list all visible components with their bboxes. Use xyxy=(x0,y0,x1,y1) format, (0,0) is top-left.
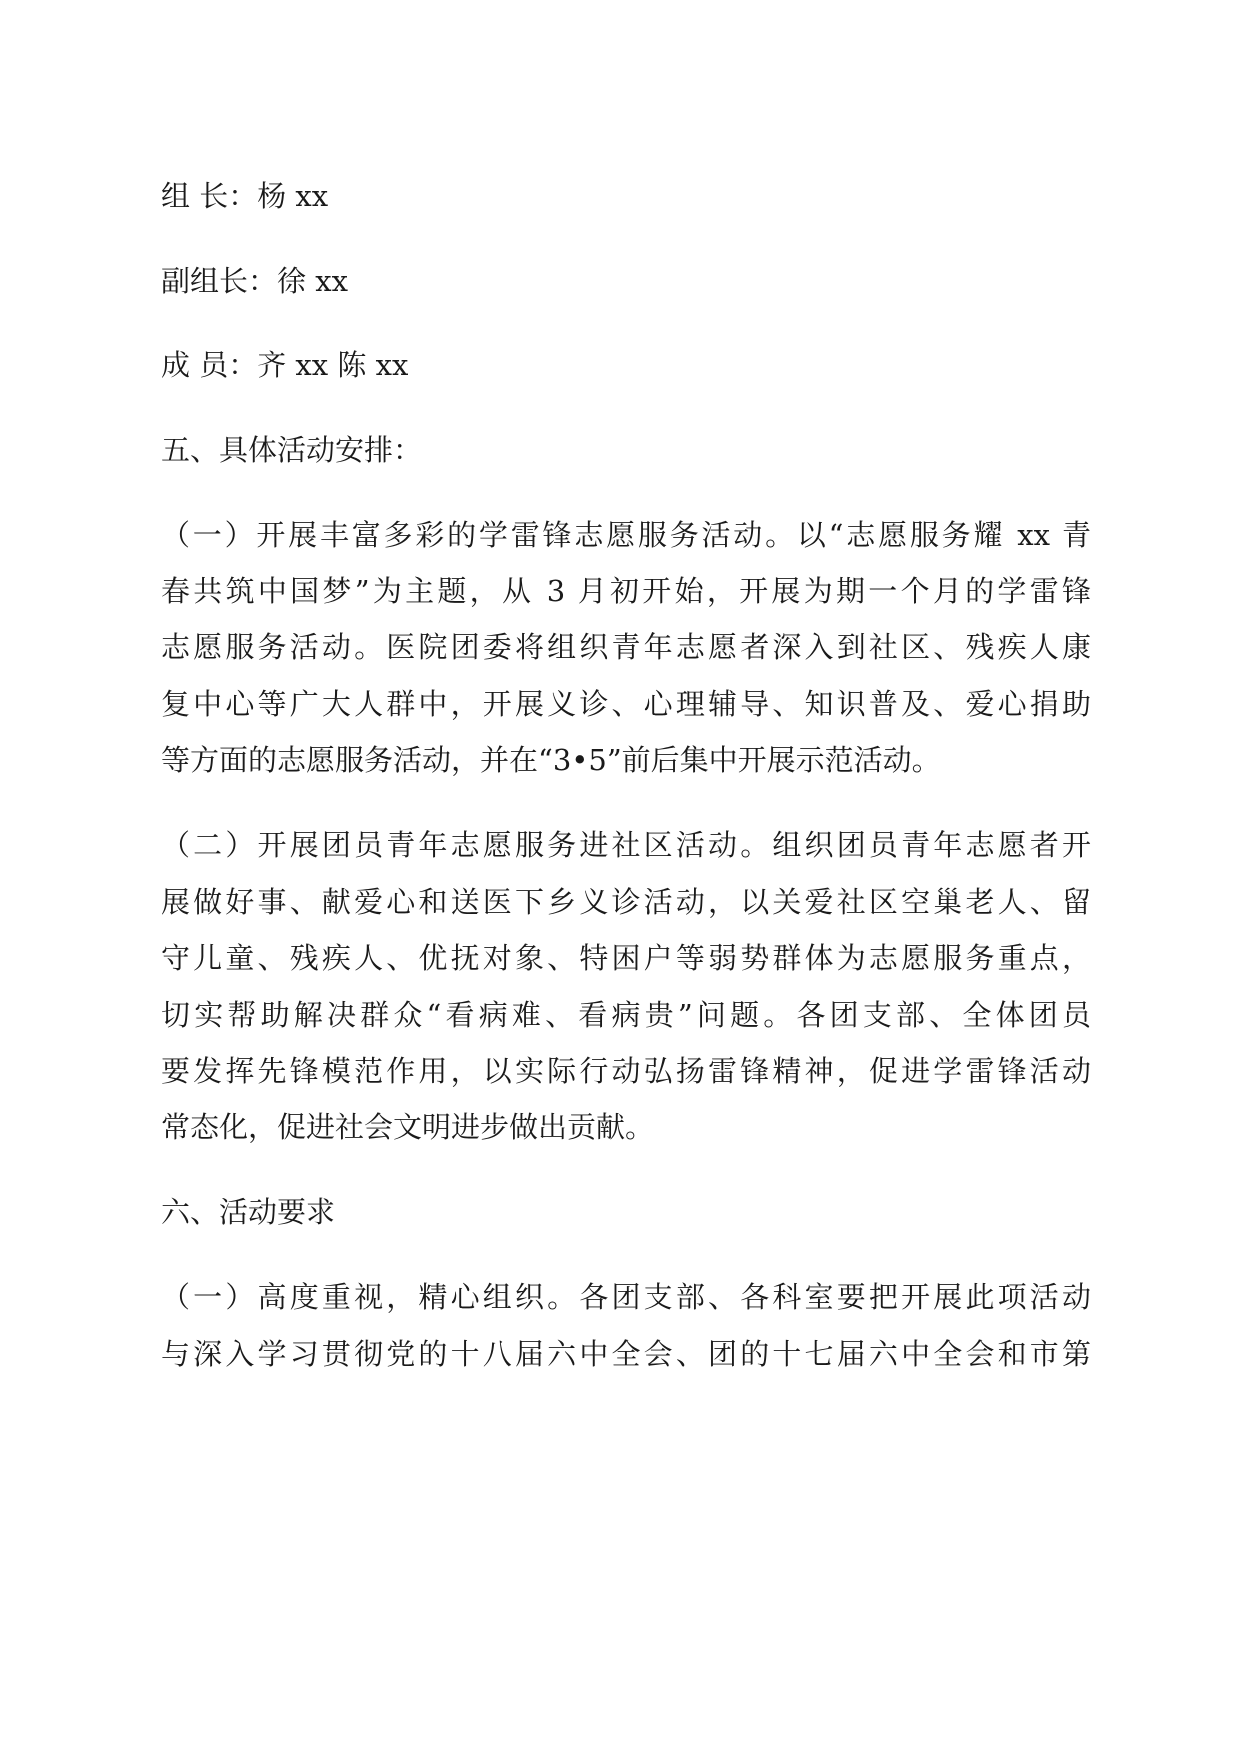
paragraph-line: 守儿童、残疾人、优抚对象、特困户等弱势群体为志愿服务重点， xyxy=(161,941,1091,975)
paragraph-line: 与深入学习贯彻党的十八届六中全会、团的十七届六中全会和市第 xyxy=(161,1337,1091,1371)
paragraph-line: 展做好事、献爱心和送医下乡义诊活动，以关爱社区空巢老人、留 xyxy=(161,885,1091,919)
deputy-leader-line: 副组长：徐 xx xyxy=(161,264,348,298)
paragraph-line: 常态化，促进社会文明进步做出贡献。 xyxy=(161,1110,655,1144)
paragraph-line: （二）开展团员青年志愿服务进社区活动。组织团员青年志愿者开 xyxy=(161,828,1091,862)
members-line: 成 员：齐 xx 陈 xx xyxy=(161,348,409,382)
paragraph-line: 切实帮助解决群众“看病难、看病贵”问题。各团支部、全体团员 xyxy=(161,998,1091,1032)
paragraph-line: （一）开展丰富多彩的学雷锋志愿服务活动。以“志愿服务耀 xx 青 xyxy=(161,518,1091,552)
paragraph-line: 要发挥先锋模范作用，以实际行动弘扬雷锋精神，促进学雷锋活动 xyxy=(161,1054,1091,1088)
paragraph-line: 春共筑中国梦”为主题，从 3 月初开始，开展为期一个月的学雷锋 xyxy=(161,574,1091,608)
section-heading-6: 六、活动要求 xyxy=(161,1195,336,1229)
paragraph-line: 等方面的志愿服务活动，并在“3•5”前后集中开展示范活动。 xyxy=(161,743,941,777)
paragraph-line: 复中心等广大人群中，开展义诊、心理辅导、知识普及、爱心捐助 xyxy=(161,687,1091,721)
leader-line: 组 长：杨 xx xyxy=(161,179,329,213)
paragraph-line: （一）高度重视，精心组织。各团支部、各科室要把开展此项活动 xyxy=(161,1280,1091,1314)
paragraph-line: 志愿服务活动。医院团委将组织青年志愿者深入到社区、残疾人康 xyxy=(161,630,1091,664)
section-heading-5: 五、具体活动安排： xyxy=(161,433,423,467)
